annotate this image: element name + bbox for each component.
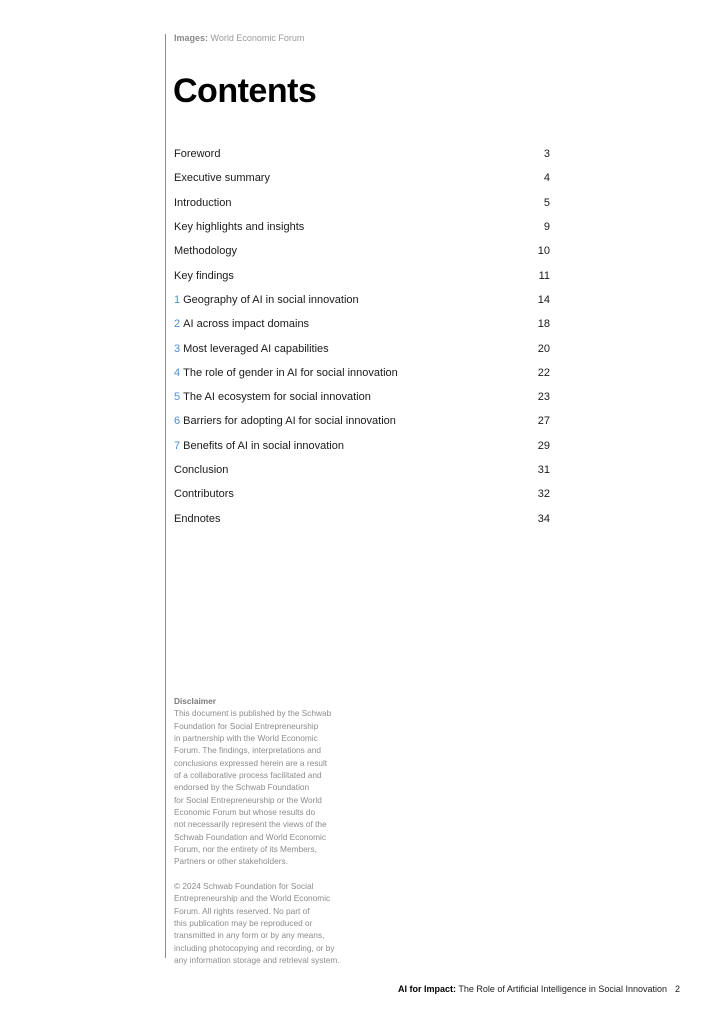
toc-page-number: 20 xyxy=(537,342,550,355)
toc-entry[interactable] xyxy=(174,312,550,336)
toc-entry-title xyxy=(174,440,344,452)
toc-entry-title xyxy=(174,464,228,476)
toc-page-number: 3 xyxy=(543,148,550,161)
disclaimer-line: Forum, nor the entirety of its Members, xyxy=(174,844,317,855)
image-credit xyxy=(174,33,304,43)
toc-entry[interactable] xyxy=(174,361,550,385)
toc-entry-label: Most leveraged AI capabilities xyxy=(183,342,329,355)
toc-entry-label: Introduction xyxy=(174,196,232,209)
toc-page-number: 14 xyxy=(537,293,550,306)
margin-rule xyxy=(165,34,166,958)
toc-entry-title xyxy=(174,294,359,306)
toc-section-number: 1 xyxy=(174,293,181,306)
disclaimer-line: conclusions expressed herein are a result xyxy=(174,757,328,768)
disclaimer-line: Forum. The findings, interpretations and xyxy=(174,745,321,756)
disclaimer-line: Schwab Foundation and World Economic xyxy=(174,831,327,842)
toc-page-number: 32 xyxy=(537,488,550,501)
disclaimer-line: Foundation for Social Entrepreneurship xyxy=(174,720,319,731)
toc-entry-title xyxy=(174,488,234,500)
toc-entry[interactable] xyxy=(174,336,550,360)
page-number: 2 xyxy=(675,984,681,994)
image-credit-label: Images: xyxy=(174,33,209,43)
toc-section-number: 6 xyxy=(174,415,181,428)
disclaimer-line: Economic Forum but whose results do xyxy=(174,807,316,818)
disclaimer-text xyxy=(174,707,354,867)
footer-title-bold: AI for Impact: xyxy=(398,984,457,994)
toc-entry-label: Endnotes xyxy=(174,512,221,525)
copyright-line: this publication may be reproduced or xyxy=(174,917,313,928)
toc-entry-title xyxy=(174,415,396,427)
toc-page-number: 11 xyxy=(538,269,550,282)
footer-title-rest: The Role of Artificial Intelligence in Social Innovation xyxy=(456,984,667,994)
copyright-line: transmitted in any form or by any means, xyxy=(174,930,325,941)
disclaimer-line: Partners or other stakeholders. xyxy=(174,856,288,867)
footer-report-title xyxy=(398,984,667,994)
toc-entry-title xyxy=(174,343,329,355)
toc-entry[interactable] xyxy=(174,385,550,409)
toc-entry-title xyxy=(174,513,220,525)
toc-entry-label: Geography of AI in social innovation xyxy=(183,293,359,306)
toc-page-number: 23 xyxy=(537,391,550,404)
toc-entry-title xyxy=(174,197,231,209)
toc-entry-title xyxy=(174,391,371,403)
copyright-line: © 2024 Schwab Foundation for Social xyxy=(174,880,314,891)
toc-page-number: 18 xyxy=(537,318,550,331)
copyright-text xyxy=(174,880,354,966)
toc-entry[interactable] xyxy=(174,166,550,190)
toc-page-number: 5 xyxy=(543,196,550,209)
toc-section-number: 4 xyxy=(174,366,181,379)
toc-entry[interactable] xyxy=(174,506,550,530)
toc-entry[interactable] xyxy=(174,482,550,506)
disclaimer-line: not necessarily represent the views of the xyxy=(174,819,327,830)
toc-entry[interactable] xyxy=(174,263,550,287)
toc-entry-label: The AI ecosystem for social innovation xyxy=(183,391,371,404)
toc-page-number: 29 xyxy=(537,439,550,452)
toc-entry-label: Foreword xyxy=(174,148,221,161)
toc-entry-label: Contributors xyxy=(174,488,234,501)
toc-entry-title xyxy=(174,148,220,160)
toc-section-number: 5 xyxy=(174,391,181,404)
toc-section-number: 3 xyxy=(174,342,181,355)
toc-entry-label: Barriers for adopting AI for social innovation xyxy=(183,415,396,428)
toc-entry-title xyxy=(174,221,304,233)
toc-entry[interactable] xyxy=(174,409,550,433)
toc-entry-label: Executive summary xyxy=(174,172,270,185)
toc-entry[interactable] xyxy=(174,239,550,263)
toc-section-number: 2 xyxy=(174,318,181,331)
page-title: Contents xyxy=(173,72,317,110)
toc-entry-title xyxy=(174,172,270,184)
toc-page-number: 31 xyxy=(537,464,550,476)
table-of-contents xyxy=(174,142,550,531)
toc-page-number: 9 xyxy=(543,221,550,234)
toc-entry-label: Key highlights and insights xyxy=(174,221,305,234)
toc-entry-title xyxy=(174,245,237,257)
toc-entry-label: The role of gender in AI for social innovation xyxy=(183,366,398,379)
toc-entry[interactable] xyxy=(174,288,550,312)
toc-entry-label: Methodology xyxy=(174,245,237,258)
toc-page-number: 4 xyxy=(543,172,550,185)
disclaimer-line: in partnership with the World Economic xyxy=(174,733,318,744)
toc-entry-label: Key findings xyxy=(174,269,234,282)
copyright-line: Forum. All rights reserved. No part of xyxy=(174,905,310,916)
toc-page-number: 10 xyxy=(537,245,550,258)
disclaimer-line: for Social Entrepreneurship or the World xyxy=(174,794,322,805)
toc-entry[interactable] xyxy=(174,215,550,239)
disclaimer-line: of a collaborative process facilitated and xyxy=(174,770,322,781)
copyright-line: any information storage and retrieval system. xyxy=(174,954,340,965)
disclaimer-heading: Disclaimer xyxy=(174,696,216,706)
toc-page-number: 27 xyxy=(537,415,550,428)
toc-entry-title xyxy=(174,318,309,330)
toc-entry[interactable] xyxy=(174,142,550,166)
toc-entry-label: Conclusion xyxy=(174,464,229,476)
disclaimer-block xyxy=(174,695,354,966)
toc-page-number: 34 xyxy=(537,512,550,525)
image-credit-text: World Economic Forum xyxy=(210,33,305,43)
toc-entry[interactable] xyxy=(174,434,550,458)
copyright-line: including photocopying and recording, or by xyxy=(174,942,335,953)
toc-page-number: 22 xyxy=(537,366,550,379)
toc-entry-label: AI across impact domains xyxy=(183,318,310,331)
toc-entry-title xyxy=(174,270,234,282)
toc-entry-title xyxy=(174,367,398,379)
toc-section-number: 7 xyxy=(174,439,181,452)
copyright-line: Entrepreneurship and the World Economic xyxy=(174,893,331,904)
disclaimer-line: endorsed by the Schwab Foundation xyxy=(174,782,310,793)
toc-entry[interactable] xyxy=(174,191,550,215)
disclaimer-line: This document is published by the Schwab xyxy=(174,708,332,719)
toc-entry-label: Benefits of AI in social innovation xyxy=(183,439,344,452)
toc-entry[interactable] xyxy=(174,458,550,482)
